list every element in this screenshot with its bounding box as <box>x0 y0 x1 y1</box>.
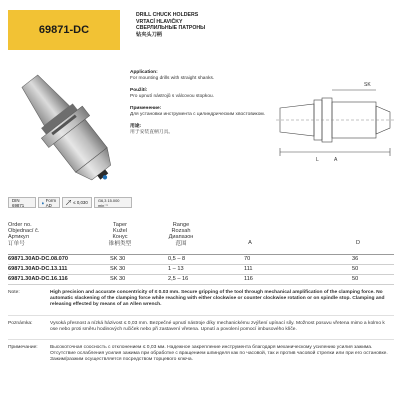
coolant-drop-icon <box>42 200 44 206</box>
badge-standard <box>8 197 36 208</box>
table-row <box>8 265 394 275</box>
description-block-cn <box>130 124 272 136</box>
cell-order: 69871.30AD-DC.13.111 <box>8 266 68 272</box>
header-line: 范围 <box>175 240 187 247</box>
note-label: Примечание: <box>8 345 38 351</box>
description-block-cz <box>130 88 272 100</box>
note-label: Poznámka: <box>8 320 33 326</box>
cell-order: 69871.30AD-DC.16.116 <box>8 276 68 282</box>
runout-arrow-icon <box>66 200 71 205</box>
drawing-label-sk: SK <box>364 82 371 88</box>
cell-d: 50 <box>352 266 359 272</box>
description-heading: 用途: <box>130 124 142 129</box>
header-line: Taper <box>113 222 127 228</box>
header-d: D <box>355 240 361 246</box>
header-line: Objednací č. <box>8 228 40 235</box>
header-taper <box>100 222 140 247</box>
table-header <box>8 222 394 255</box>
divider <box>8 339 394 340</box>
description-text: 用于安装直柄刀具。 <box>130 130 174 135</box>
drawing-label-a: A <box>334 157 338 163</box>
table-row <box>8 275 394 285</box>
header-line: Диапазон <box>168 234 194 241</box>
description-heading: Použití: <box>130 88 148 93</box>
order-table <box>8 222 394 285</box>
note-en <box>8 290 394 309</box>
drill-chuck-holder-image <box>8 66 126 194</box>
header-line: Конус <box>112 234 128 241</box>
cell-taper: SK 30 <box>110 276 126 282</box>
note-text: Высокоточная соосность с отклонением ≤ 0,03 мм. Надежное закрепление инструмента благодаря механическому усилению усилия зажима. Отсутствие ослабления усилия зажима при обработке с вращением шпинделя как по часовой, так и против часовой стрелки или при его остановке. Зажим/разжим осуществляется посредством торцевого ключа. <box>50 345 388 363</box>
header-line: Order no. <box>8 222 32 228</box>
title-en: DRILL CHUCK HOLDERS <box>136 12 199 18</box>
header-line: Range <box>172 222 190 228</box>
note-ru <box>8 345 394 364</box>
cell-taper: SK 30 <box>110 256 126 262</box>
divider <box>8 315 394 316</box>
cell-range: 1 – 13 <box>168 266 184 272</box>
title-ru: СВЕРЛИЛЬНЫЕ ПАТРОНЫ <box>136 25 206 32</box>
header-line: 订单号 <box>8 240 25 247</box>
table-row <box>8 255 394 265</box>
note-label: Note: <box>8 290 20 295</box>
cell-range: 0,5 – 8 <box>168 256 186 262</box>
badge-text: DIN 69871 <box>12 197 25 208</box>
description-block-en <box>130 70 272 82</box>
drawing-label-l: L <box>316 157 319 163</box>
description-text: For mounting drills with straight shanks. <box>130 76 215 81</box>
badge-runout <box>62 197 92 208</box>
badge-form <box>38 197 60 208</box>
product-code: 69871-DC <box>38 24 90 36</box>
note-text: Vysoká přesnost a nízká házivost ≤ 0,03 mm. Bezpečné upnutí nástroje díky mechanickému zvýšení upínací síly. Možnost posuvu vřetena mimo a kolmo k ose nebo proti směru hodinových ručiček nebo při zastavení vřetena. Upnutí a povolení pomocí imbusového klíče. <box>50 320 385 332</box>
cell-order: 69871.30AD-DC.08.070 <box>8 256 69 262</box>
cell-a: 116 <box>244 276 253 282</box>
header-order <box>8 222 88 247</box>
cell-a: 70 <box>244 256 251 262</box>
header-line: 锥柄类型 <box>108 240 132 247</box>
technical-drawing <box>276 70 396 170</box>
spec-badges <box>8 197 132 209</box>
header-line: Артикул <box>8 234 29 241</box>
header-line: Kužel <box>113 228 127 235</box>
description-text: Для установки инструмента с цилиндрическим хвостовиком. <box>130 112 266 117</box>
description-heading: Application: <box>130 70 158 75</box>
badge-text: G6,3 15.000 min⁻¹ <box>98 197 120 208</box>
badge-balance <box>94 197 132 208</box>
description-heading: Применение: <box>130 106 162 111</box>
note-cz <box>8 321 394 333</box>
description-text: Pro upnutí nástrojů s válcovou stopkou. <box>130 94 214 99</box>
cell-range: 2,5 – 16 <box>168 276 189 282</box>
cell-a: 111 <box>244 266 253 272</box>
descriptions <box>130 70 272 142</box>
title-cn: 钻夹头刀柄 <box>136 31 162 38</box>
title-cz: VRTACÍ HLAVIČKY <box>136 18 183 25</box>
cell-d: 36 <box>352 256 359 262</box>
note-text: High precision and accurate concentricity of ≤ 0.03 mm. Secure gripping of the tool through mechanical amplification of the clamping force. No automatic slackening of the clamping force while reaching with either clockwise or counter clockwise rotation or on spindle stop. Clamping and releasing effected by means of an Allen wrench. <box>50 290 385 308</box>
notes-section <box>8 290 394 370</box>
product-titles <box>136 12 205 38</box>
header-a: A <box>248 240 252 246</box>
header-range <box>156 222 206 247</box>
badge-text: ≤ 0,030 <box>73 200 88 205</box>
badge-text: Form AD <box>45 197 56 208</box>
description-block-ru <box>130 106 272 118</box>
cell-taper: SK 30 <box>110 266 126 272</box>
header-line: Rozsah <box>171 228 191 235</box>
cell-d: 50 <box>352 276 359 282</box>
